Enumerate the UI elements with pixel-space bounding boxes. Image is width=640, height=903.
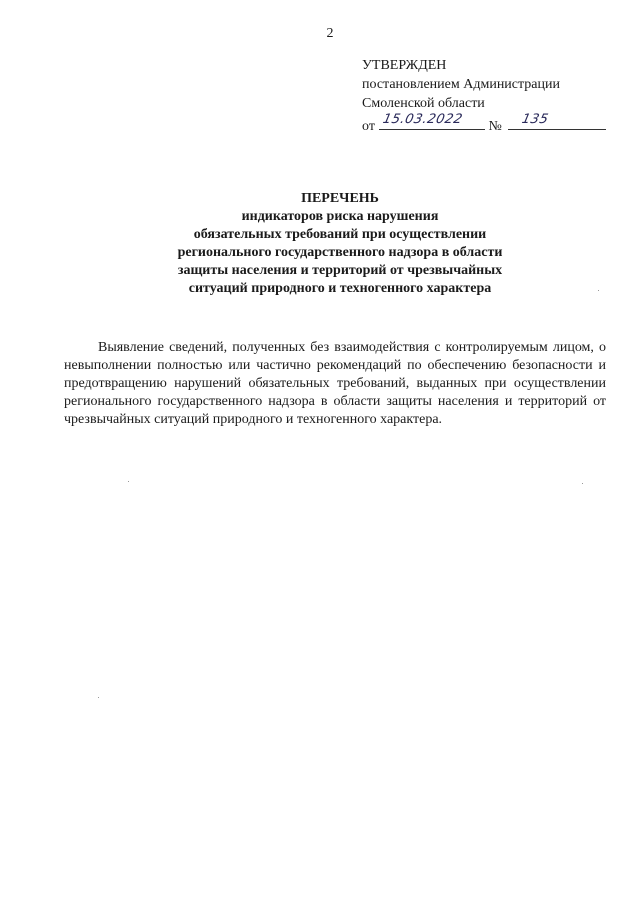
approval-region: Смоленской области: [362, 96, 485, 111]
number-field: [508, 113, 606, 130]
approval-heading: УТВЕРЖДЕН: [362, 58, 447, 73]
handwritten-date: 15.03.2022: [381, 112, 464, 127]
approval-block: [362, 56, 606, 136]
scan-speck: [582, 483, 583, 484]
date-field: [379, 113, 485, 130]
date-prefix: от: [362, 119, 375, 134]
document-title: [0, 190, 640, 298]
scan-speck: [598, 290, 599, 291]
title-line-3: обязательных требований при осуществлении: [193, 227, 487, 242]
page-number: 2: [326, 26, 334, 41]
title-line-1: ПЕРЕЧЕНЬ: [301, 191, 379, 206]
scan-speck: [98, 697, 99, 698]
title-line-2: индикаторов риска нарушения: [241, 209, 439, 224]
title-line-6: ситуаций природного и техногенного характера: [188, 281, 492, 296]
approval-date-number-line: [362, 113, 606, 136]
handwritten-number: 135: [520, 112, 550, 127]
approval-authority: постановлением Администрации: [362, 77, 560, 92]
body-paragraph: Выявление сведений, полученных без взаимодействия с контролируемым лицом, о невыполнении полностью или частично рекомендаций по обеспечению безопасности и предотвращению нарушений обязательных требований, выданных при осуществлении регионального государственного надзора в области защиты населения и территорий от чрезвычайных ситуаций природного и техногенного характера.: [64, 340, 606, 427]
scan-speck: [128, 481, 129, 482]
title-line-5: защиты населения и территорий от чрезвычайных: [177, 263, 503, 278]
title-line-4: регионального государственного надзора в области: [177, 245, 503, 260]
number-prefix: №: [488, 119, 502, 134]
